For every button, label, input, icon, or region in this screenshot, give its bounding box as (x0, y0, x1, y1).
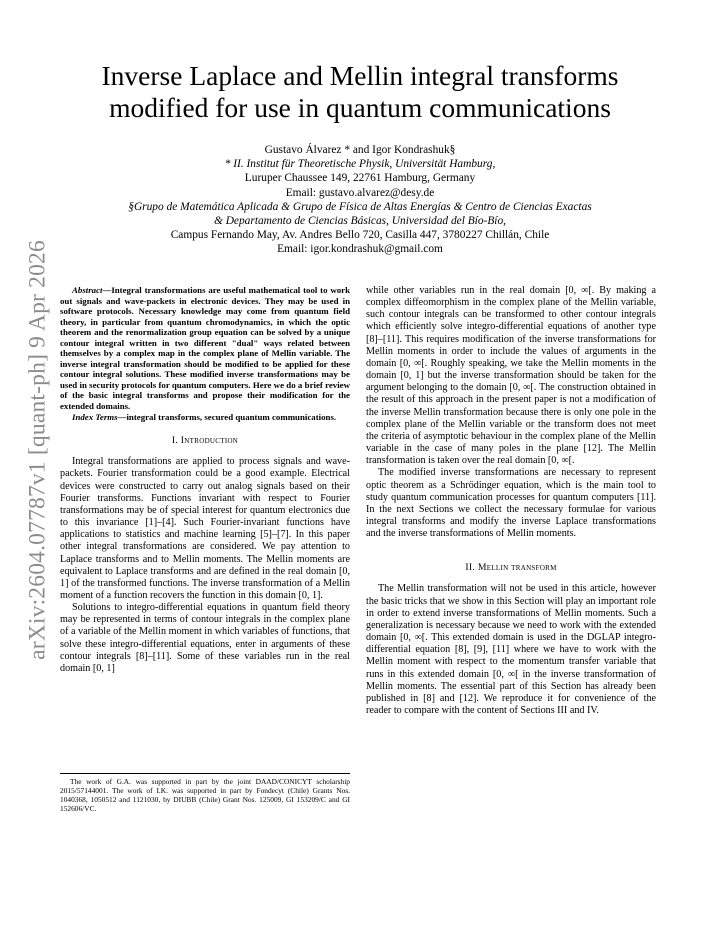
affiliation-2-email: Email: igor.kondrashuk@gmail.com (277, 243, 443, 256)
affiliation-2-line-2: & Departamento de Ciencias Básicas, Universidad del Bío-Bío, (214, 215, 506, 228)
footnote (60, 773, 350, 814)
affiliation-1-line-2: Luruper Chaussee 149, 22761 Hamburg, Germany (244, 172, 476, 185)
affiliation-2-line-3: Campus Fernando May, Av. Andres Bello 720, Casilla 447, 3780227 Chillán, Chile (170, 229, 550, 242)
intro-paragraph-1: Integral transformations are applied to process signals and wave-packets. Fourier transformation could be a good example. Electrical devices were constructed to carry out analog signals based on their Fourier transforms. Functions invariant with respect to Fourier transformations may be of special interest for quantum electronics due to this invariance [1]–[4]. Such Fourier-invariant functions have applications to statistics and machine learning [5]–[7]. In this paper other integral transformations are considered. We pay attention to Laplace transforms and to Mellin moments. The Mellin moments are equivalent to Laplace transforms and are defined in the real domain [0, 1] of the transformed functions. The inverse transformation of a Mellin moment of a function recovers the function in this domain [0, 1]. (60, 456, 350, 601)
affiliation-1-email: Email: gustavo.alvarez@desy.de (285, 186, 435, 199)
paper-title: Inverse Laplace and Mellin integral transforms modified for use in quantum communications (101, 60, 619, 123)
mellin-paragraph-1: The Mellin transformation will not be used in this article, however the basic tricks that we show in this Section will play an important role in order to extend inverse transformations of Mellin moments. Such a generalization is necessary because we need to work with the extended domain [0, ∞[. This extended domain is used in the DGLAP integro-differential equation [8], [9], [11] where we have to work with the Mellin moment with respect to the momentum transfer variable that runs in this extended domain [0, ∞[ in the inverse transformation of Mellin moments. The essential part of this Section has already been published in [8] and [12]. We reproduce it for convenience of the reader to compare with the content of Sections III and IV. (366, 583, 656, 716)
intro-continuation-paragraph: while other variables run in the real domain [0, ∞[. By making a complex diffeomorphism in the complex plane of the Mellin variable, such contour integrals can be transformed to other contour integrals which efficiently solve integro-differential equations of another type [8]–[11]. This requires modification of the inverse transformations for Mellin moments in order to include the values of arguments in the domain [0, ∞[. Roughly speaking, we take the Mellin moments in the domain [0, 1] but the inverse transformation should be taken for the argument belonging to the domain [0, ∞[. The construction obtained in the result of this approach in the present paper is not a modification of the inverse Mellin transformation because there is only one pole in the complex plane of the Mellin variable or the transform does not meet the criteria of asymptotic behaviour in the complex plane of the Mellin variable in the case of many poles in the plane [12]. The Mellin transformation is taken over the real domain [0, ∞[. (366, 285, 656, 467)
index-terms (60, 412, 350, 423)
index-terms-text: —integral transforms, secured quantum communications. (117, 411, 337, 422)
footnote-text: The work of G.A. was supported in part by the joint DAAD/CONICYT scholarship 2015/57144001. The work of I.K. was supported in part by Fondecyt (Chile) Grants Nos. 1040368, 1050512 and 1121030, by DIUBB (Chile) Grant Nos. 125009, GI 153209/C and GI 152606/VC. (60, 777, 350, 813)
section-heading-introduction: I. Introduction (171, 435, 239, 447)
section-heading-mellin-transform: II. Mellin transform (465, 562, 557, 574)
author-names: Gustavo Álvarez * and Igor Kondrashuk§ (264, 144, 456, 156)
intro-paragraph-3: The modified inverse transformations are necessary to represent optic theorem as a Schrödinger equation, which is the main tool to study quantum communication processes for quantum computers [11]. In the next Sections we collect the necessary formulae for various integral transforms and modify the inverse Laplace transformations and the inverse transformations of Mellin moments. (366, 467, 656, 540)
author-block (60, 143, 660, 257)
left-column (60, 285, 350, 675)
affiliation-1-line-1: * II. Institut für Theoretische Physik, Universität Hamburg, (224, 158, 496, 171)
abstract-label: Abstract (72, 285, 103, 295)
abstract-text: —Integral transformations are useful mathematical tool to work out signals and wave-packets in electronic devices. They may be used in software protocols. Necessary knowledge may come from quantum field theory, in particular from quantum chromodynamics, in which the optic theorem and the renormalization group equation can be solved by a unique contour integral written in two different "dual" ways related between themselves by a complex map in the complex plane of Mellin variable. The inverse integral transformation should be modified to be applied for these contour integral solutions. These modified inverse transformations may be used in security protocols for quantum computers. Here we do a brief review of the basic integral transforms and propose their modification for the extended domains. (60, 285, 350, 412)
abstract (60, 285, 350, 412)
index-terms-label: Index Terms (72, 411, 118, 422)
right-column (366, 285, 656, 717)
arxiv-identifier-stamp (18, 240, 58, 660)
arxiv-identifier: arXiv:2604.07787v1 [quant-ph] 9 Apr 2026 (24, 240, 51, 660)
intro-paragraph-2: Solutions to integro-differential equations in quantum field theory may be represented in terms of contour integrals in the complex plane of a variable of the Mellin moment in which variables of functions, that solve these integro-differential equations, enter in arguments of these contour integrals [8]–[11]. Some of these variables run in the real domain [0, 1] (60, 602, 350, 674)
affiliation-2-line-1: §Grupo de Matemática Aplicada & Grupo de Física de Altas Energías & Centro de Ciencias Exactas (128, 200, 592, 213)
